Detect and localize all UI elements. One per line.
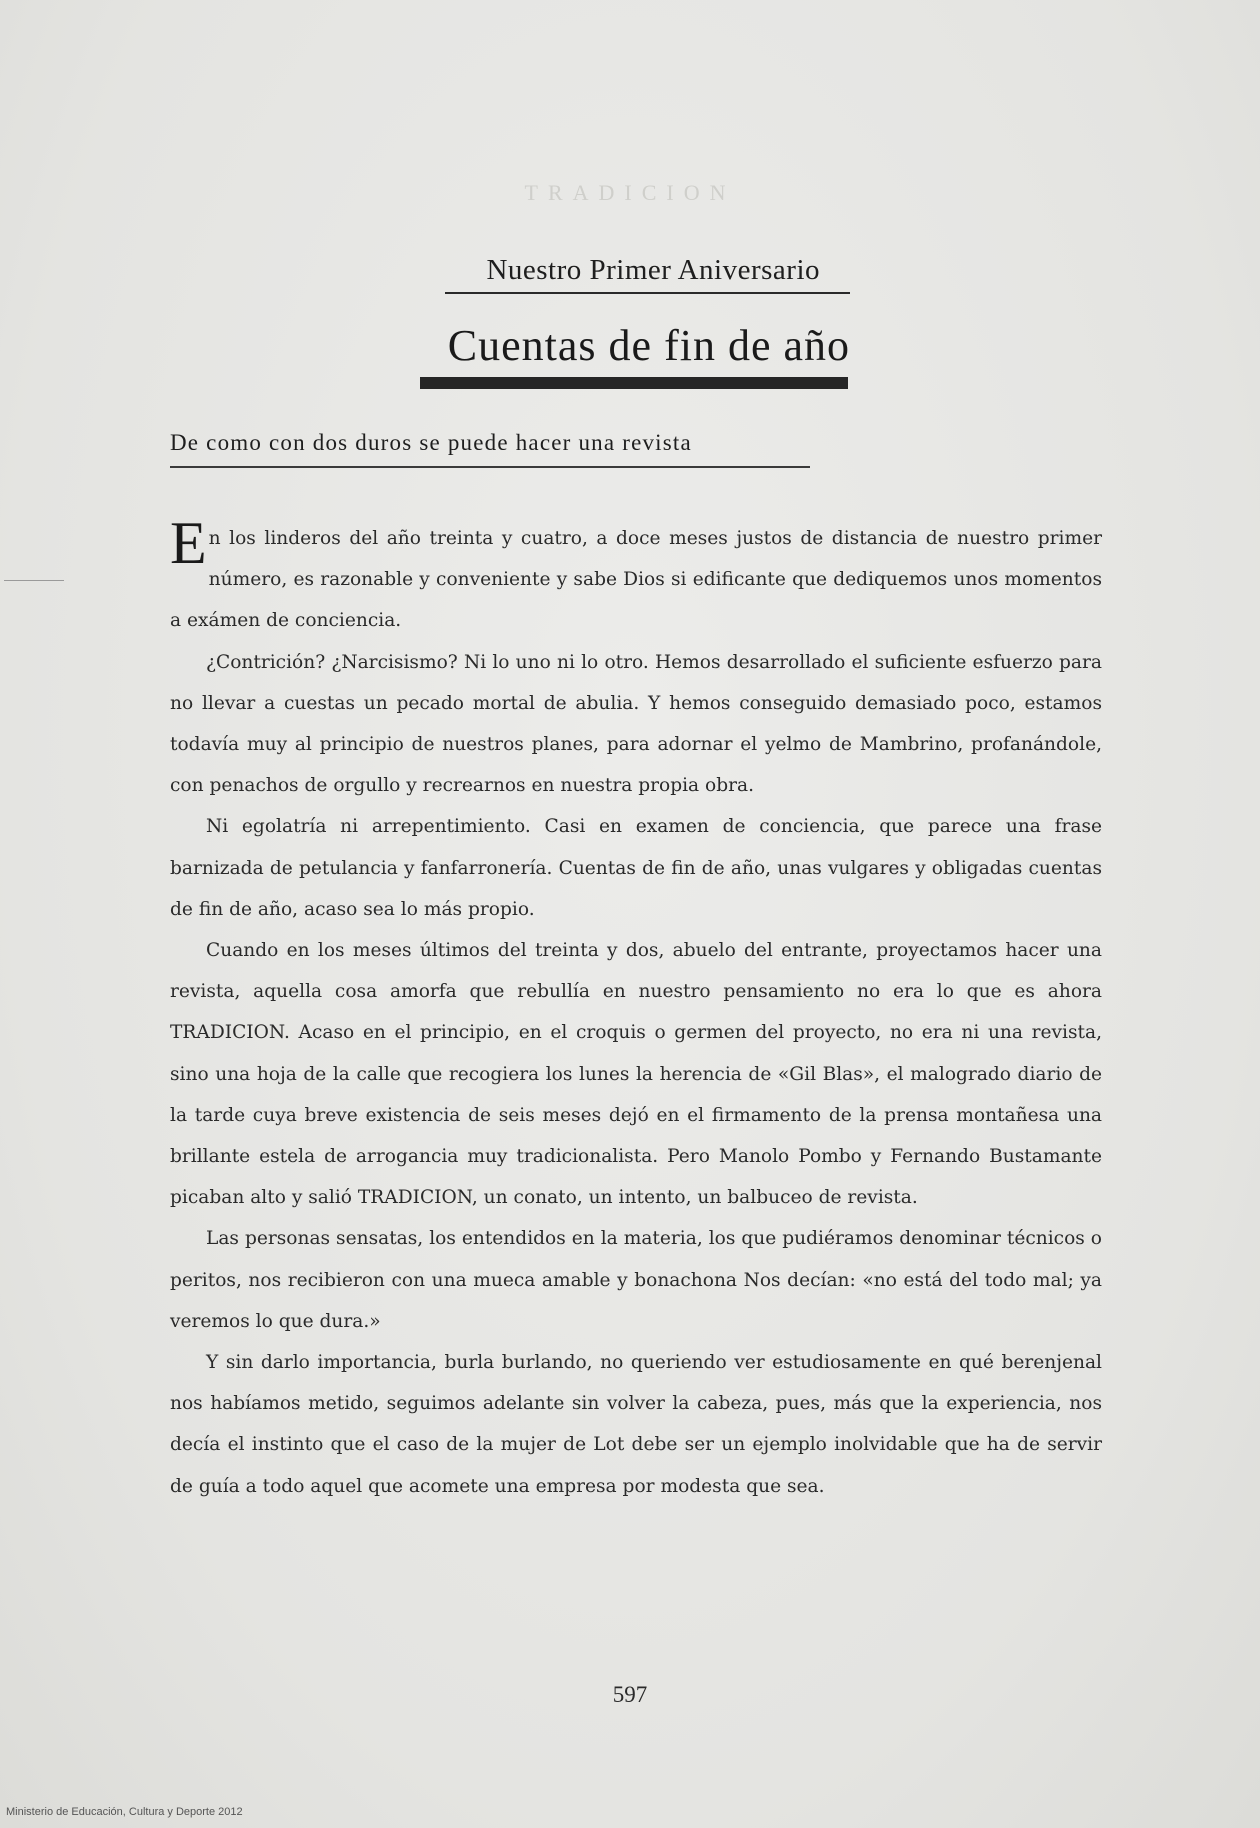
title-bar — [420, 377, 848, 389]
article-subtitle: De como con dos duros se puede hacer una revista — [170, 430, 692, 455]
footer-credit: Ministerio de Educación, Cultura y Deporte 2012 — [6, 1806, 243, 1818]
article-body — [170, 510, 1102, 1507]
margin-mark — [4, 580, 64, 581]
paragraph: Ni egolatría ni arrepentimiento. Casi en examen de conciencia, que parece una frase barnizada de petulancia y fanfarronería. Cuentas de fin de año, unas vulgares y obligadas cuentas de fin de año, acaso sea lo más propio. — [170, 816, 1102, 920]
paragraph: Cuando en los meses últimos del treinta y dos, abuelo del entrante, proyectamos hacer una revista, aquella cosa amorfa que rebullía en nuestro pensamiento no era lo que es ahora TRADICION. Acaso en el principio, en el croquis o germen del proyecto, no era ni una revista, sino una hoja de la calle que recogiera los lunes la herencia de «Gil Blas», el malogrado diario de la tarde cuya breve existencia de seis meses dejó en el firmamento de la prensa montañesa una brillante estela de arrogancia muy tradicionalista. Pero Manolo Pombo y Fernando Bustamante picaban alto y salió TRADICION, un conato, un intento, un balbuceo de revista. — [170, 940, 1102, 1209]
paragraph — [170, 510, 1102, 642]
drop-cap: E — [170, 510, 207, 576]
title-rule — [445, 292, 850, 294]
article-title: Cuentas de fin de año — [447, 321, 850, 370]
subtitle-rule — [170, 466, 810, 468]
paragraph: Y sin darlo importancia, burla burlando, no queriendo ver estudiosamente en qué berenjenal nos habíamos metido, seguimos adelante sin volver la cabeza, pues, más que la experiencia, nos decía el instinto que el caso de la mujer de Lot debe ser un ejemplo inolvidable que ha de servir de guía a todo aquel que acomete una empresa por modesta que sea. — [170, 1352, 1102, 1497]
series-title: Nuestro Primer Aniversario — [486, 254, 820, 286]
running-header: TRADICION — [524, 180, 736, 205]
paragraph-text: n los linderos del año treinta y cuatro, a doce meses justos de distancia de nuestro primer número, es razonable y conveniente y sabe Dios si edificante que dediquemos unos momentos a exámen de conciencia. — [170, 528, 1102, 632]
paragraph: ¿Contrición? ¿Narcisismo? Ni lo uno ni lo otro. Hemos desarrollado el suficiente esfuerzo para no llevar a cuestas un pecado mortal de abulia. Y hemos conseguido demasiado poco, estamos todavía muy al principio de nuestros planes, para adornar el yelmo de Mambrino, profanándole, con penachos de orgullo y recrearnos en nuestra propia obra. — [170, 651, 1102, 797]
paragraph: Las personas sensatas, los entendidos en la materia, los que pudiéramos denominar técnicos o peritos, nos recibieron con una mueca amable y bonachona Nos decían: «no está del todo mal; ya veremos lo que dura.» — [170, 1228, 1102, 1332]
page-number: 597 — [612, 1682, 648, 1707]
